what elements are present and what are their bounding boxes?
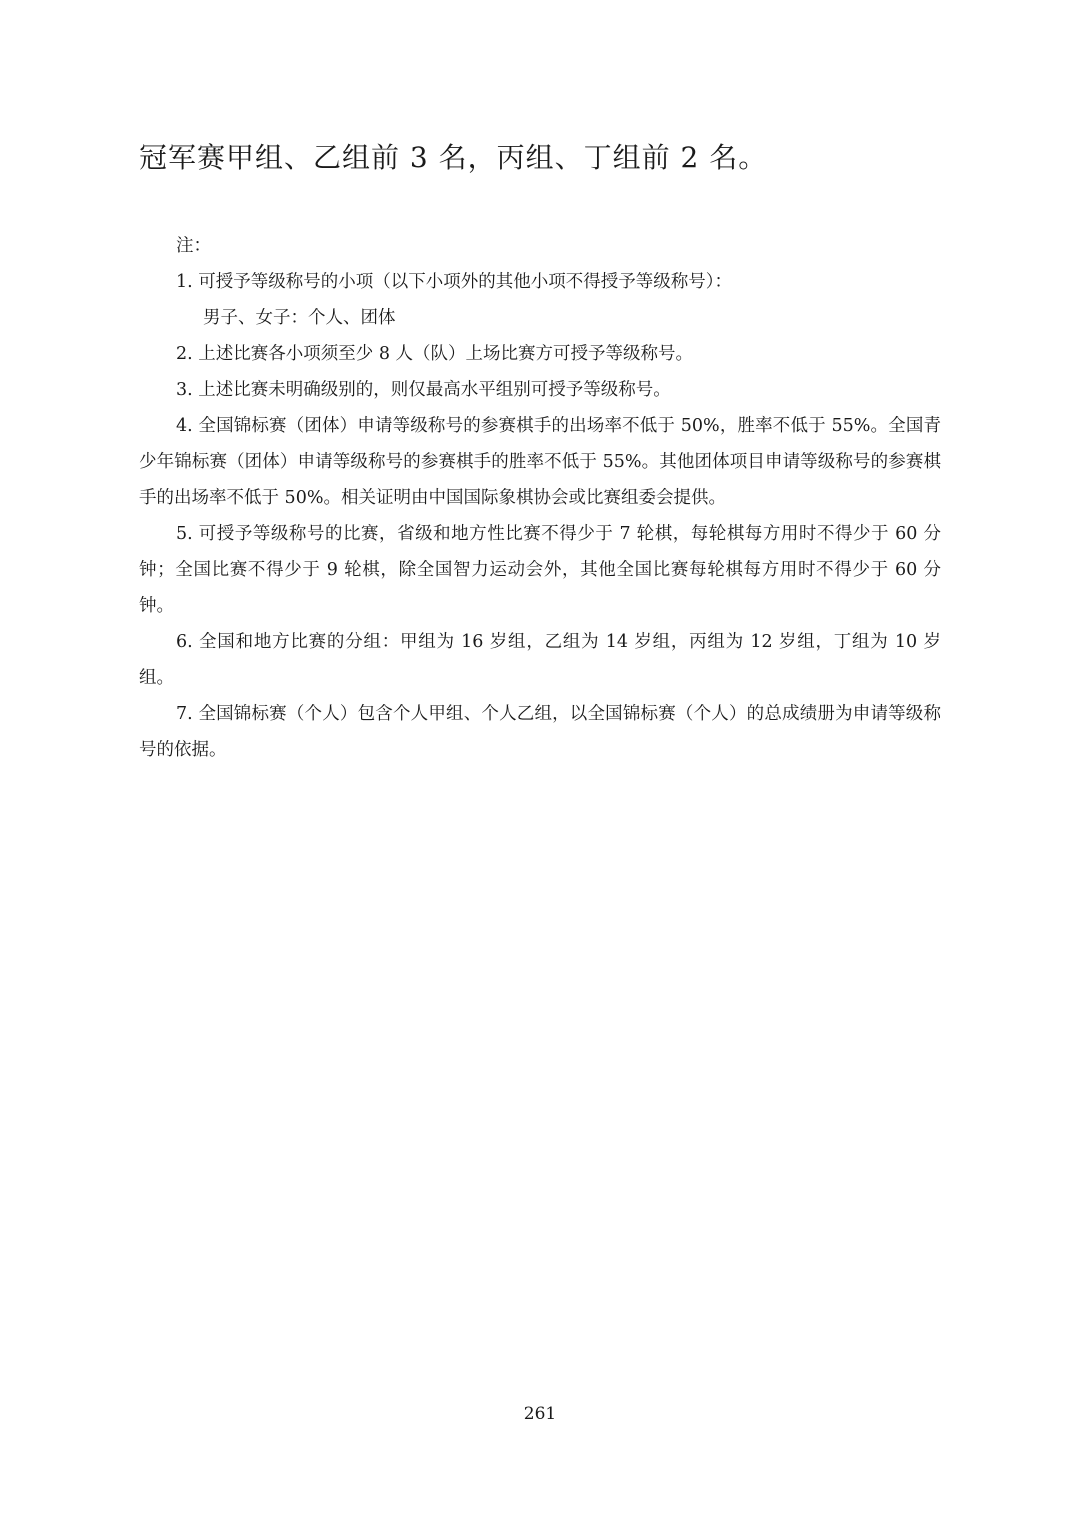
note-item-7: 7. 全国锦标赛（个人）包含个人甲组、个人乙组，以全国锦标赛（个人）的总成绩册为申请等级称号的依据。 (139, 704, 941, 760)
note-item-3: 3. 上述比赛未明确级别的，则仅最高水平组别可授予等级称号。 (176, 380, 671, 400)
note-item-2: 2. 上述比赛各小项须至少 8 人（队）上场比赛方可授予等级称号。 (176, 344, 694, 364)
note-item-1: 1. 可授予等级称号的小项（以下小项外的其他小项不得授予等级称号）： (176, 272, 733, 292)
note-item-1-sub: 男子、女子：个人、团体 (203, 308, 396, 328)
page-number: 261 (523, 1404, 557, 1424)
note-item-6: 6. 全国和地方比赛的分组：甲组为 16 岁组，乙组为 14 岁组，丙组为 12 岁组，丁组为 10 岁组。 (139, 632, 941, 688)
note-item-5: 5. 可授予等级称号的比赛，省级和地方性比赛不得少于 7 轮棋，每轮棋每方用时不得少于 60 分钟；全国比赛不得少于 9 轮棋，除全国智力运动会外，其他全国比赛每轮棋每方用时不得少于 60 分钟。 (139, 524, 941, 616)
notes-label: 注： (176, 236, 211, 256)
note-item-4: 4. 全国锦标赛（团体）申请等级称号的参赛棋手的出场率不低于 50%，胜率不低于 55%。全国青少年锦标赛（团体）申请等级称号的参赛棋手的胜率不低于 55%。其他团体项目申请等级称号的参赛棋手的出场率不低于 50%。相关证明由中国国际象棋协会或比赛组委会提供。 (139, 416, 941, 508)
notes-section (139, 228, 941, 768)
heading-text: 冠军赛甲组、乙组前 3 名，丙组、丁组前 2 名。 (139, 141, 768, 174)
